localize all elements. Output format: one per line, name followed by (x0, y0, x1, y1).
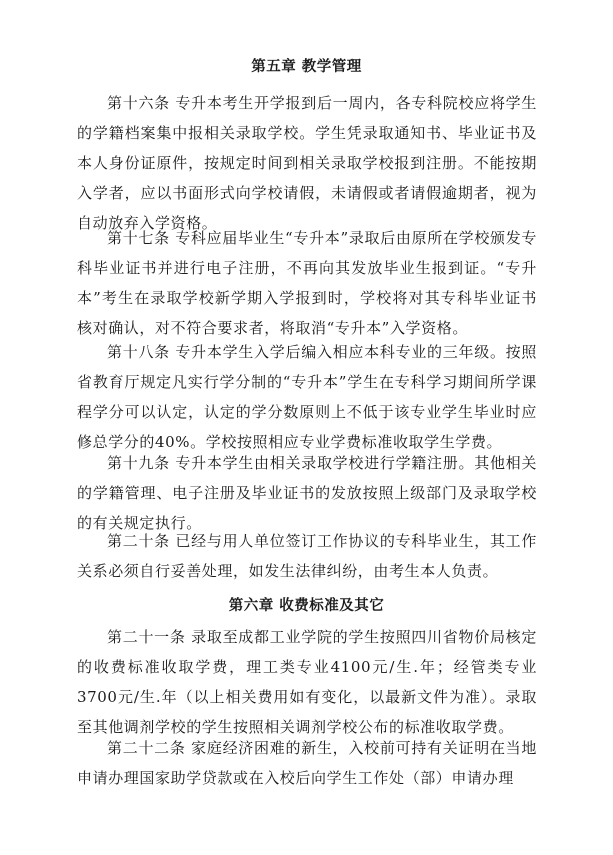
chapter-6-heading: 第六章 收费标准及其它 (228, 598, 385, 614)
article-16: 第十六条 专升本考生开学报到后一周内，各专科院校应将学生的学籍档案集中报相关录取学校。学生凭录取通知书、毕业证书及本人身份证原件，按规定时间到相关录取学校报到注册。不能按期入学者，应以书面形式向学校请假，未请假或者请假逾期者，视为自动放弃入学资格。 (77, 94, 537, 232)
article-22: 第二十二条 家庭经济困难的新生，入校前可持有关证明在当地申请办理国家助学贷款或在入校后向学生工作处（部）申请办理 (77, 739, 537, 787)
article-18: 第十八条 专升本学生入学后编入相应本科专业的三年级。按照省教育厅规定凡实行学分制的“专升本”学生在专科学习期间所学课程学分可以认定，认定的学分数原则上不低于该专业学生毕业时应修总学分的40%。学校按照相应专业学费标准收取学生学费。 (77, 343, 537, 451)
article-17: 第十七条 专科应届毕业生“专升本”录取后由原所在学校颁发专科毕业证书并进行电子注册，不再向其发放毕业生报到证。“专升本”考生在录取学校新学期入学报到时，学校将对其专科毕业证书核对确认，对不符合要求者，将取消“专升本”入学资格。 (77, 229, 537, 337)
article-19: 第十九条 专升本学生由相关录取学校进行学籍注册。其他相关的学籍管理、电子注册及毕业证书的发放按照上级部门及录取学校的有关规定执行。 (77, 454, 537, 532)
chapter-5-heading: 第五章 教学管理 (251, 59, 362, 75)
article-21: 第二十一条 录取至成都工业学院的学生按照四川省物价局核定的收费标准收取学费，理工类专业4100元/生.年；经管类专业3700元/生.年（以上相关费用如有变化，以最新文件为准）。录取至其他调剂学校的学生按照相关调剂学校公布的标准收取学费。 (77, 628, 537, 736)
article-20: 第二十条 已经与用人单位签订工作协议的专科毕业生，其工作关系必须自行妥善处理，如发生法律纠纷，由考生本人负责。 (77, 532, 537, 580)
